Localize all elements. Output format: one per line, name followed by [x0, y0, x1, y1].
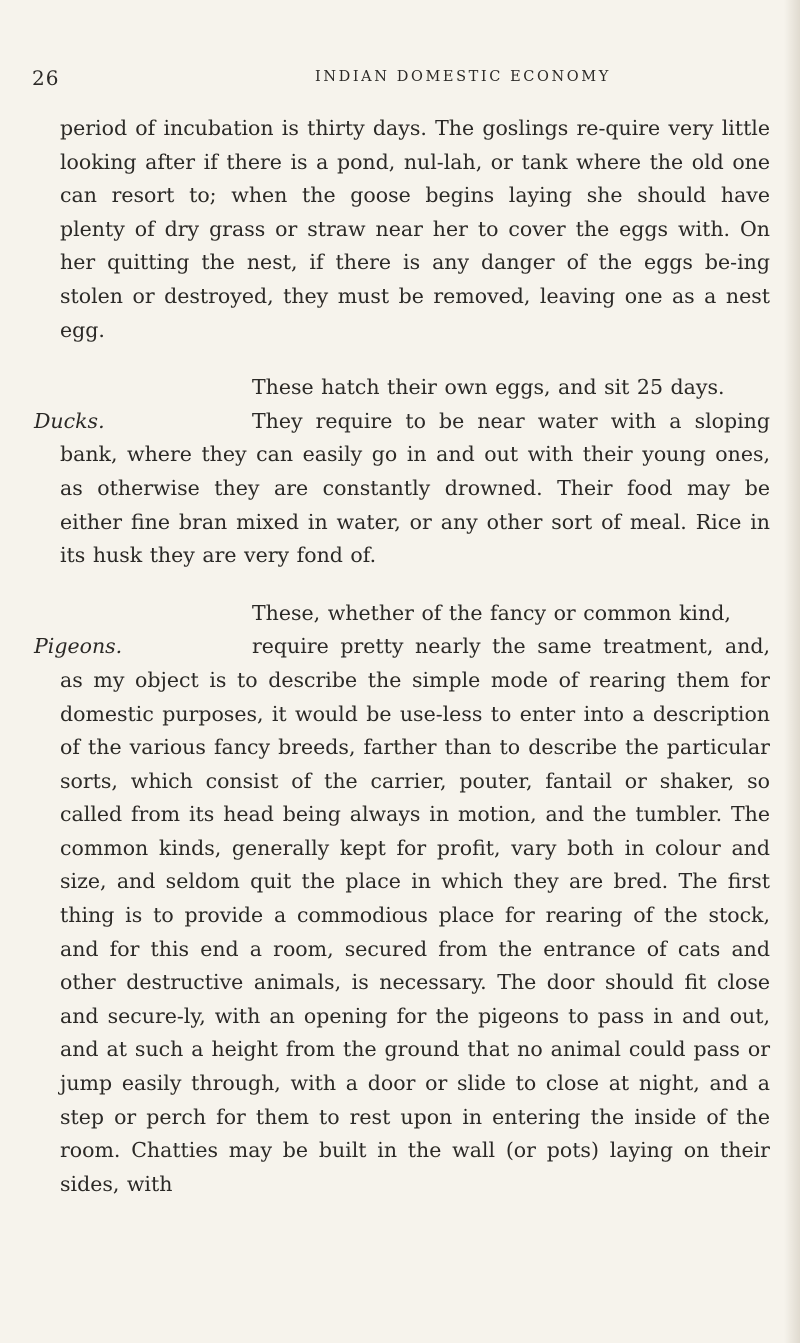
paragraph-geese-continued: period of incubation is thirty days. The goslings re-quire very little looking after if there is a pond, nul-lah, or tank where the old one can resort to; when the goose begins laying she should have plenty of dry grass or straw near her to cover the eggs with. On her quitting the nest, if there is any danger of the eggs be-ing stolen or destroyed, they must be removed, leaving one as a nest egg.	[60, 116, 770, 342]
section-pigeons	[34, 597, 770, 1202]
margin-note-pigeons: Pigeons.	[34, 634, 123, 659]
running-head	[0, 66, 800, 90]
page-edge-shadow	[784, 0, 800, 1343]
running-title: INDIAN DOMESTIC ECONOMY	[315, 69, 611, 85]
ducks-first-line: These hatch their own eggs, and sit 25 days.	[252, 375, 725, 400]
ducks-body: They require to be near water with a sloping bank, where they can easily go in and out with their young ones, as otherwise they are constantly drowned. Their food may be either fine bran mixed in water, or any other sort of meal. Rice in its husk they are very fond of.	[60, 408, 770, 568]
paragraph-ducks	[60, 371, 770, 573]
paragraph-pigeons	[60, 597, 770, 1202]
pigeons-first-line: These, whether of the fancy or common kind,	[252, 600, 731, 625]
body-text	[34, 112, 770, 1201]
pigeons-body: require pretty nearly the same treatment, and, as my object is to describe the simple mode of rearing them for domestic purposes, it would be use-less to enter into a description of the various fancy breeds, farther than to describe the particular sorts, which consist of the carrier, pouter, fantail or shaker, so called from its head being always in motion, and the tumbler. The common kinds, generally kept for profit, vary both in colour and size, and seldom quit the place in which they are bred. The first thing is to provide a commodious place for rearing of the stock, and for this end a room, secured from the entrance of cats and other destructive animals, is necessary. The door should fit close and secure-ly, with an opening for the pigeons to pass in and out, and at such a height from the ground that no animal could pass or jump easily through, with a door or slide to close at night, and a step or perch for them to rest upon in entering the inside of the room. Chatties may be built in the wall (or pots) laying on their sides, with	[60, 634, 770, 1196]
page-number: 26	[32, 66, 60, 90]
margin-note-ducks: Ducks.	[34, 408, 105, 433]
section-ducks	[34, 371, 770, 573]
